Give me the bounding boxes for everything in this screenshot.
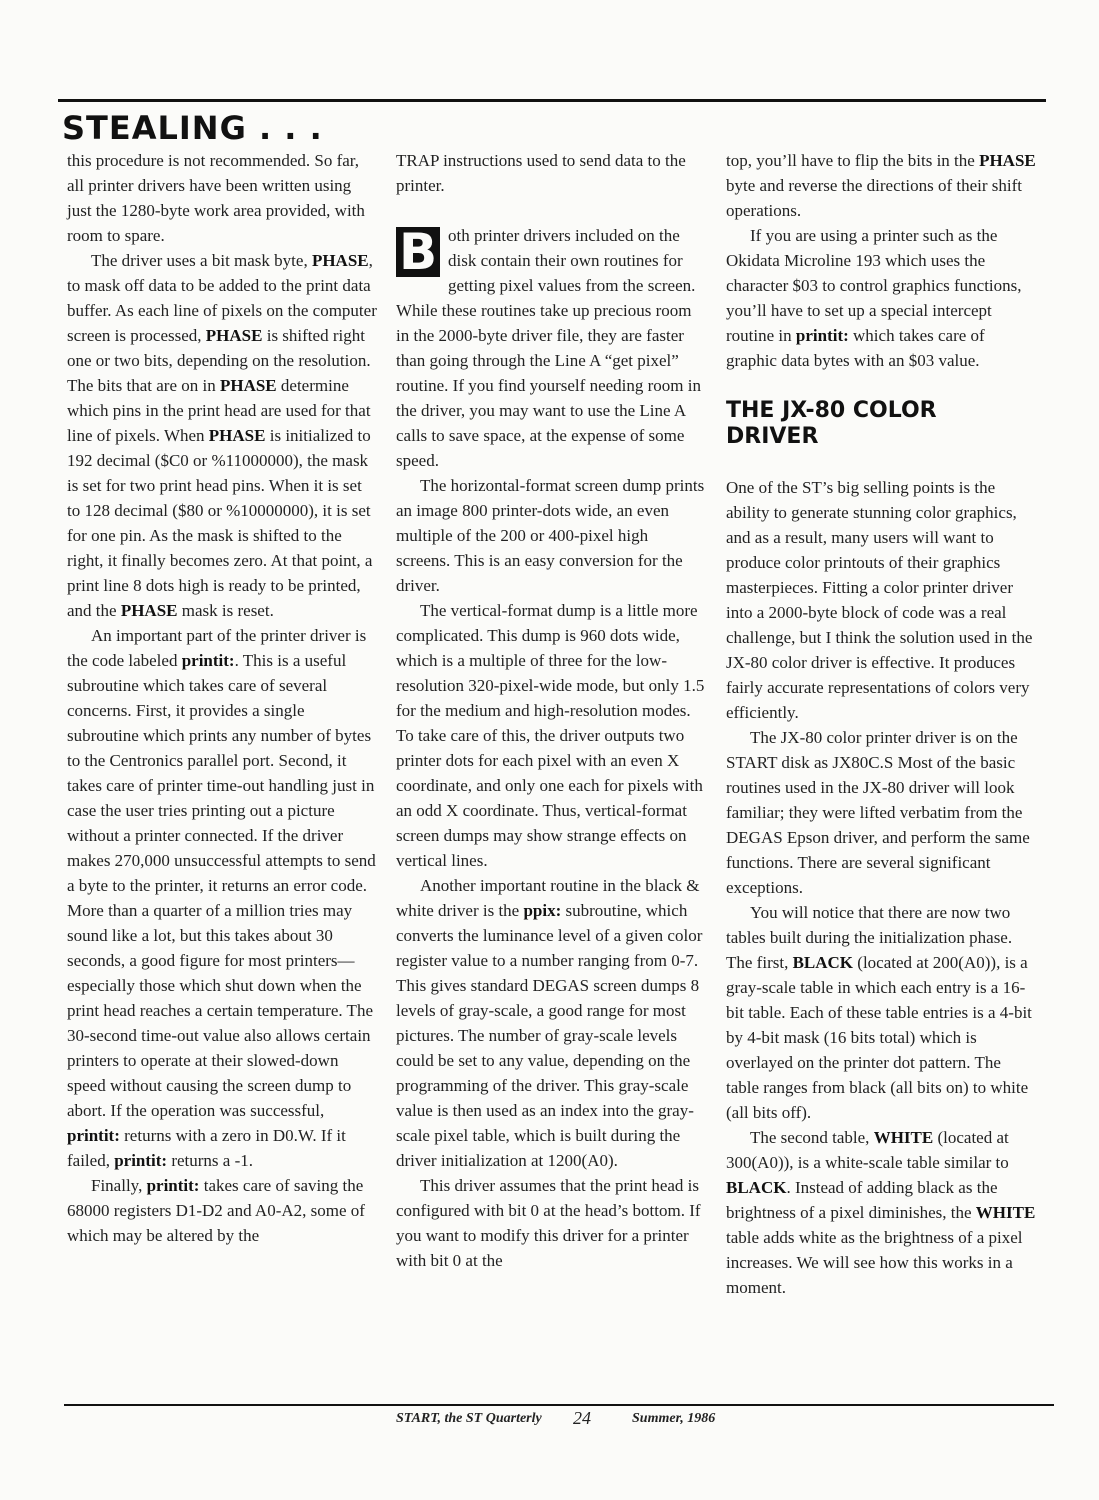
paragraph: The driver uses a bit mask byte, PHASE, to mask off data to be added to the print data buffer. As each line of pixels on the computer screen is processed, PHASE is shifted right one or two bits, depending on the resolution. The bits that are on in PHASE determine which pins in the print head are used for that line of pixels. When PHASE is initialized to 192 decimal ($C0 or %11000000), the mask is set for two print head pins. When it is set to 128 decimal ($80 or %10000000), it is set for one pin. As the mask is shifted to the right, it finally becomes zero. At that point, a print line 8 dots high is ready to be printed, and the PHASE mask is reset. xyxy=(67,251,377,620)
code-term: printit: xyxy=(67,1126,120,1145)
footer-date: Summer, 1986 xyxy=(632,1411,716,1426)
code-term: printit: xyxy=(146,1176,200,1195)
paragraph: This driver assumes that the print head is configured with bit 0 at the head’s bottom. If you want to modify this driver for a printer with bit 0 at the xyxy=(396,1176,701,1270)
column-2 xyxy=(396,148,706,1273)
paragraph: The JX-80 color printer driver is on the START disk as JX80C.S Most of the basic routines used in the JX-80 driver will look familiar; they were lifted verbatim from the DEGAS Epson driver, and perform the same functions. There are several significant exceptions. xyxy=(726,728,1030,897)
code-term: PHASE xyxy=(311,251,369,270)
code-term: WHITE xyxy=(873,1128,934,1147)
paragraph: One of the ST’s big selling points is the ability to generate stunning color graphics, and as a result, many users will want to produce color printouts of their graphics masterpieces. Fitting a color printer driver into a 2000-byte block of code was a real challenge, but I think the solution used in the JX-80 color driver is effective. It produces fairly accurate representations of colors very efficiently. xyxy=(726,478,1033,722)
paragraph: Finally, printit: takes care of saving the 68000 registers D1-D2 and A0-A2, some of which may be altered by the xyxy=(67,1176,365,1245)
paragraph-dropcap: B oth printer drivers included on the disk contain their own routines for getting pixel values from the screen. While these routines take up precious room in the 2000-byte driver file, they are faster than going through the Line A “get pixel” routine. If you find yourself needing room in the driver, you may want to use the Line A calls to save space, at the expense of some speed. xyxy=(396,223,701,470)
paragraph: The second table, WHITE (located at 300(A0)), is a white-scale table similar to BLACK. Instead of adding black as the brightness of a pixel diminishes, the WHITE table adds white as the brightness of a pixel increases. We will see how this works in a moment. xyxy=(726,1128,1036,1297)
code-term: PHASE xyxy=(208,426,266,445)
paragraph: Another important routine in the black & white driver is the ppix: subroutine, which converts the luminance level of a given color register value to a number ranging from 0-7. This gives standard DEGAS screen dumps 8 levels of gray-scale, a good range for most pictures. The number of gray-scale levels could be set to any value, depending on the programming of the driver. This gray-scale value is then used as an index into the gray-scale pixel table, which is built during the driver initialization at 1200(A0). xyxy=(396,876,703,1170)
paragraph: top, you’ll have to flip the bits in the PHASE byte and reverse the directions of their shift operations. xyxy=(726,151,1036,220)
paragraph: The horizontal-format screen dump prints an image 800 printer-dots wide, an even multiple of the 200 or 400-pixel high screens. This is an easy conversion for the driver. xyxy=(396,476,705,595)
paragraph: TRAP instructions used to send data to the printer. xyxy=(396,151,686,195)
code-term: printit: xyxy=(114,1151,168,1170)
code-term: PHASE xyxy=(979,151,1036,170)
top-rule xyxy=(58,99,1046,102)
paragraph: You will notice that there are now two tables built during the initialization phase. The first, BLACK (located at 200(A0)), is a gray-scale table in which each entry is a 16-bit table. Each of these table entries is a 4-bit by 4-bit mask (16 bits total) which is overlayed on the printer dot pattern. The table ranges from black (all bits on) to white (all bits off). xyxy=(726,903,1032,1122)
paragraph: An important part of the printer driver is the code labeled printit:. This is a useful subroutine which takes care of several concerns. First, it provides a single subroutine which prints any number of bytes to the Centronics parallel port. Second, it takes care of printer time-out handling just in case the user tries printing out a picture without a printer connected. If the driver makes 270,000 unsuccessful attempts to send a byte to the printer, it returns an error code. More than a quarter of a million tries may sound like a lot, but this takes about 30 seconds, a good figure for most printers—especially those which shut down when the print head reaches a certain temperature. The 30-second time-out value also allows certain printers to operate at their slowed-down speed without causing the screen dump to abort. If the operation was successful, printit: returns with a zero in D0.W. If it failed, printit: returns a -1. xyxy=(67,626,376,1170)
footer-page-number: 24 xyxy=(573,1408,591,1428)
code-term: PHASE xyxy=(205,326,263,345)
paragraph: If you are using a printer such as the Okidata Microline 193 which uses the character $03 to control graphics functions, you’ll have to set up a special intercept routine in printit: which takes care of graphic data bytes with an $03 value. xyxy=(726,226,1022,370)
code-term: printit: xyxy=(795,326,849,345)
code-term: BLACK xyxy=(792,953,854,972)
code-term: BLACK xyxy=(726,1178,787,1197)
footer-publication: START, the ST Quarterly xyxy=(396,1411,542,1426)
code-term: PHASE xyxy=(219,376,277,395)
code-term: printit: xyxy=(181,651,235,670)
code-term: PHASE xyxy=(120,601,178,620)
code-term: WHITE xyxy=(975,1203,1036,1222)
column-3 xyxy=(726,148,1036,1300)
code-term: ppix: xyxy=(523,901,562,920)
drop-cap: B xyxy=(396,227,440,277)
paragraph: this procedure is not recommended. So far, all printer drivers have been written using just the 1280-byte work area provided, with room to spare. xyxy=(67,151,365,245)
bottom-rule xyxy=(64,1404,1054,1406)
paragraph: The vertical-format dump is a little more complicated. This dump is 960 dots wide, which is a multiple of three for the low-resolution 320-pixel-wide mode, but only 1.5 for the medium and high-resolution modes. To take care of this, the driver outputs two printer dots for each pixel with an even X coordinate, and only one each for pixels with an odd X coordinate. Thus, vertical-format screen dumps may show strange effects on vertical lines. xyxy=(396,601,705,870)
column-1 xyxy=(67,148,377,1248)
article-headline: STEALING . . . xyxy=(62,109,323,147)
section-subhead: THE JX-80 COLOR DRIVER xyxy=(726,398,937,449)
